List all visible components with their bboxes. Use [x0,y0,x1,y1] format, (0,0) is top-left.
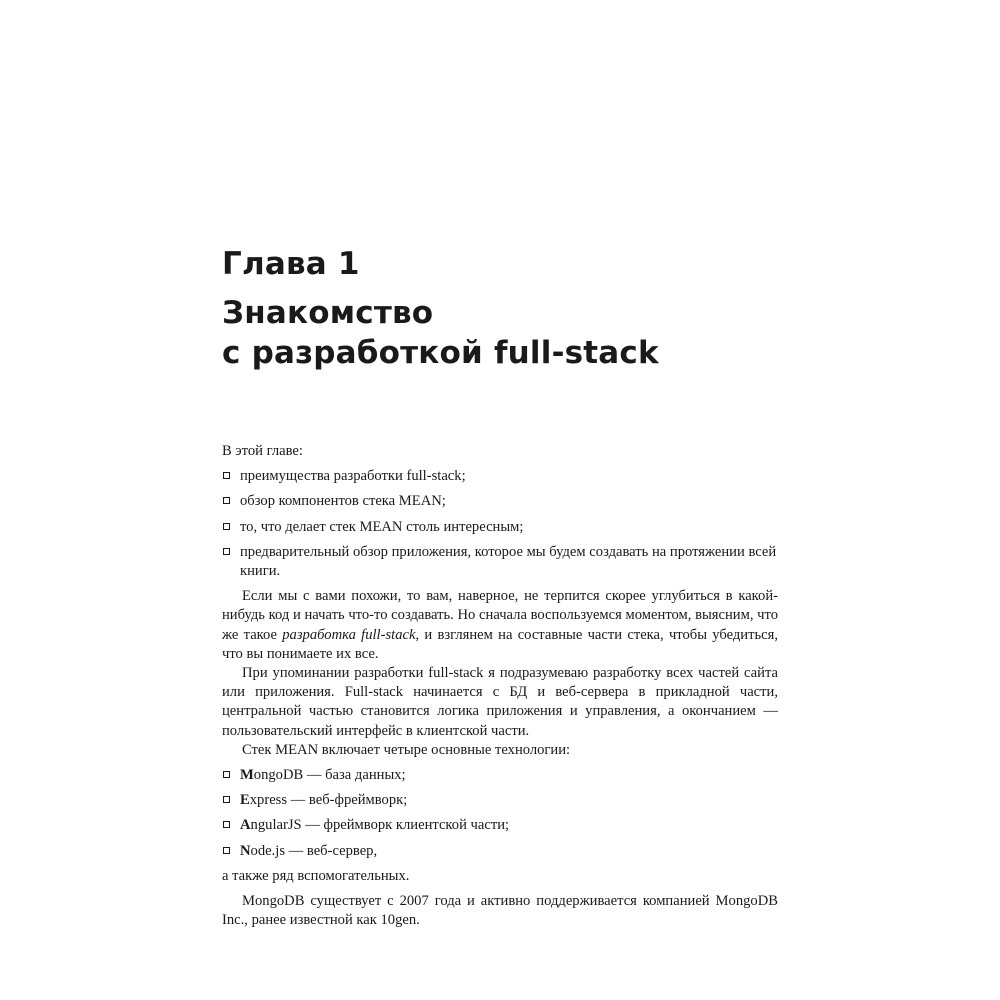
paragraph-helpers: а также ряд вспомогательных. [222,867,410,884]
list-item: обзор компонентов стека MEAN; [222,492,778,511]
list-item: MongoDB — база данных; [222,766,778,785]
square-bullet-icon [223,847,230,854]
chapter-heading [222,244,659,373]
mean-stack-list [222,766,778,861]
list-item: Node.js — веб-сервер, [222,842,778,861]
square-bullet-icon [223,796,230,803]
list-item: предварительный обзор приложения, которое мы будем создавать на протяжении всей книги. [222,543,778,581]
chapter-title [222,293,659,373]
square-bullet-icon [223,472,230,479]
chapter-body [222,442,778,930]
paragraph-full-stack: При упоминании разработки full-stack я подразумеваю разработку всех частей сайта или приложения. Full-stack начинается с БД и веб-сервера в прикладной части, центральной частью становится логика приложения и управления, а окончанием — пользовательский интерфейс в клиентской части. [222,665,778,739]
chapter-topics-list [222,467,778,581]
chapter-label: Глава 1 [222,246,360,282]
list-item: преимущества разработки full-stack; [222,467,778,486]
square-bullet-icon [223,821,230,828]
chapter-title-line-1: Знакомство [222,295,434,331]
list-item: Express — веб-фреймворк; [222,791,778,810]
square-bullet-icon [223,523,230,530]
square-bullet-icon [223,771,230,778]
intro-text: В этой главе: [222,443,303,459]
square-bullet-icon [223,548,230,555]
chapter-title-line-2: с разработкой full-stack [222,335,659,371]
paragraph-mongodb: MongoDB существует с 2007 года и активно поддерживается компанией MongoDB Inc., ранее известной как 10gen. [222,893,778,929]
paragraph-intro: Если мы с вами похожи, то вам, наверное, не терпится скорее углубиться в какой-нибудь код и начать что-то создавать. Но сначала воспользуемся моментом, выясним, что же такое разработка full-stack, и взглянем на составные части стека, чтобы убедиться, что вы понимаете их все. [222,588,778,662]
list-item: то, что делает стек MEAN столь интересным; [222,518,778,537]
square-bullet-icon [223,497,230,504]
list-item: AngularJS — фреймворк клиентской части; [222,816,778,835]
emphasis-term: разработка full-stack [282,626,416,643]
paragraph-mean-stack: Стек MEAN включает четыре основные технологии: [242,741,571,758]
